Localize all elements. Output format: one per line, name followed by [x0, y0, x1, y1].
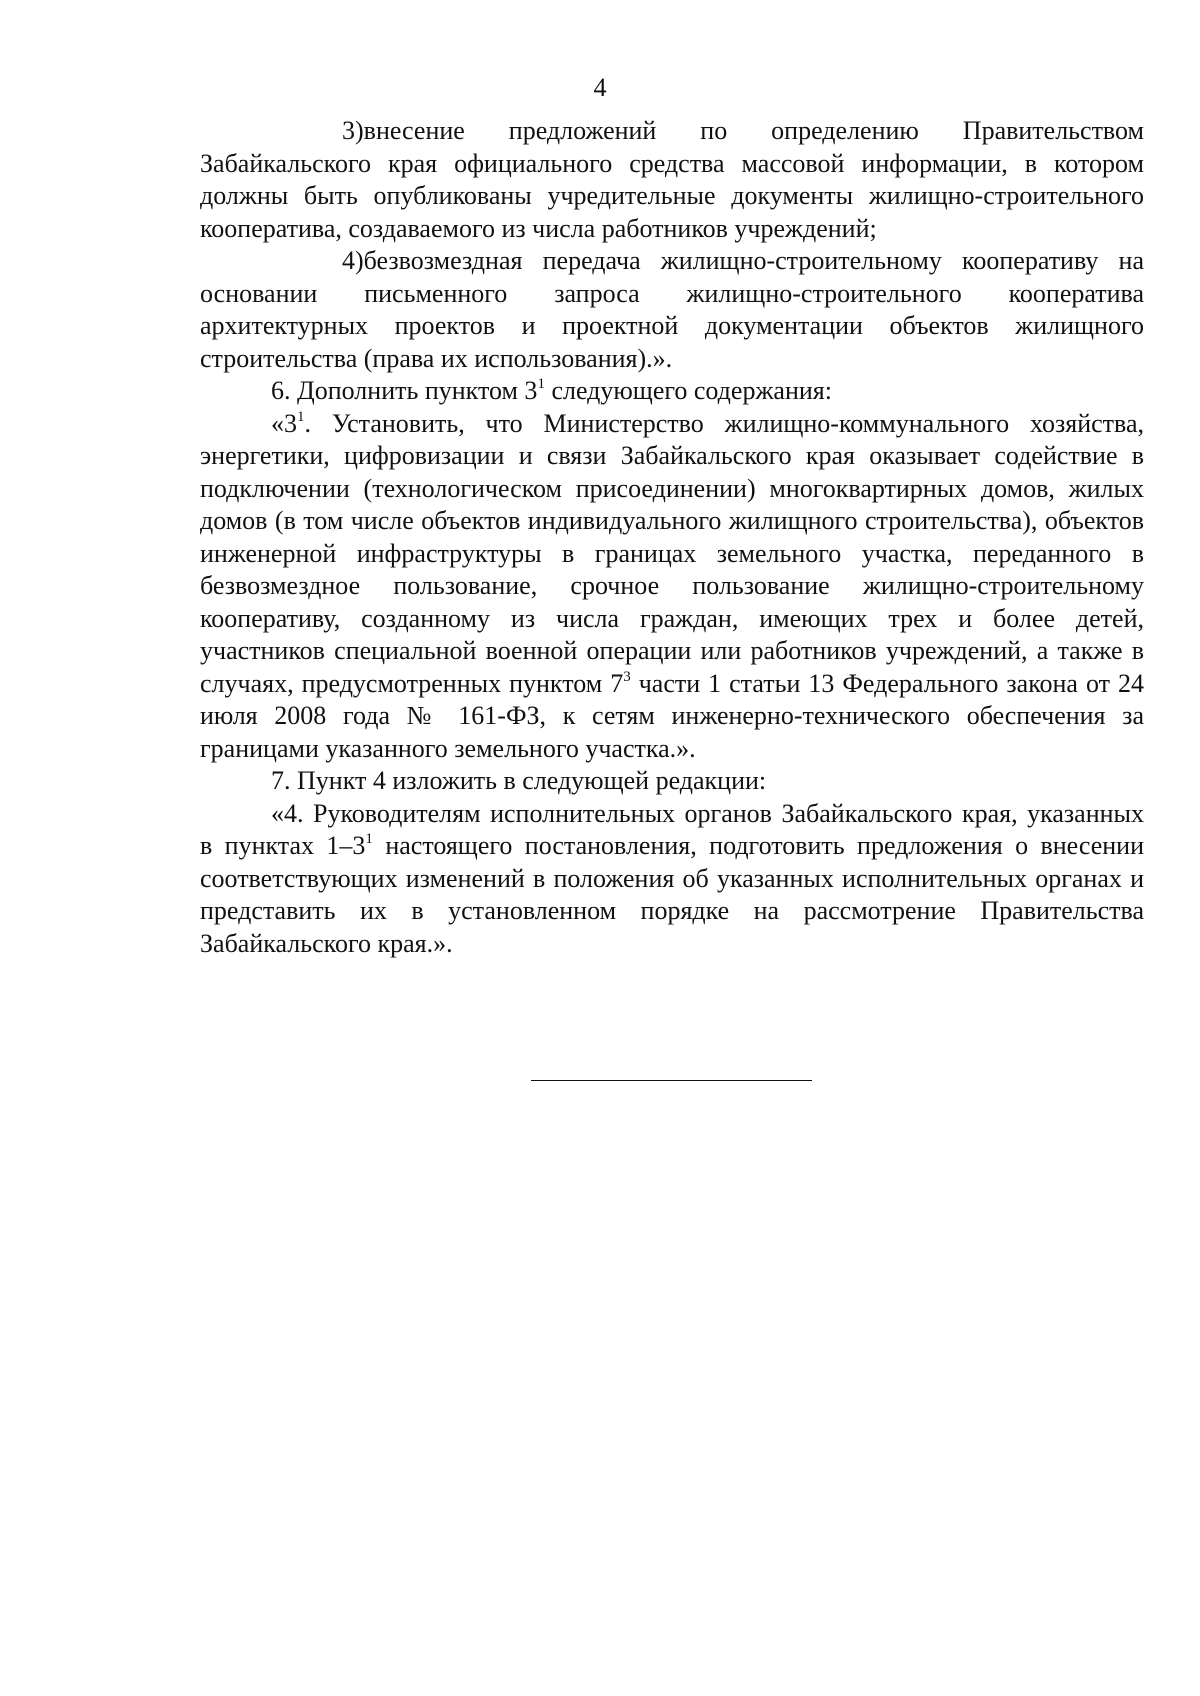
superscript: 1 — [365, 831, 373, 847]
superscript: 3 — [623, 668, 631, 685]
item-text: внесение предложений по определению Правительством Забайкальского края официального средства массовой информации, в котором должны быть опубликованы учредительные документы жилищно-строительного кооператива, создаваемого из числа работников учреждений; — [200, 116, 1144, 243]
paragraph-item-4 — [200, 245, 1144, 375]
page-number: 4 — [593, 73, 607, 102]
item-number: 4) — [342, 246, 364, 275]
text-segment: «3 — [271, 408, 297, 438]
text-segment: 7. Пункт 4 изложить в следующей редакции: — [271, 766, 767, 795]
paragraph-item-3 — [200, 115, 1144, 245]
document-body — [200, 115, 1144, 960]
text-segment: 6. Дополнить пунктом 3 — [271, 376, 538, 405]
superscript: 1 — [297, 408, 305, 425]
superscript: 1 — [537, 376, 545, 392]
text-segment: части 1 статьи 13 Федерального закона от 24 июля 2008 года № 161-ФЗ, к сетям инженерно-технического обеспечения за границами указанного земельного участка.». — [200, 668, 1144, 763]
paragraph-clause-3-1 — [200, 408, 1144, 766]
text-segment: . Установить, что Министерство жилищно-коммунального хозяйства, энергетики, цифровизации и связи Забайкальского края оказывает содействие в подключении (технологическом присоединении) многоквартирных домов, жилых домов (в том числе объектов индивидуального жилищного строительства), объектов инженерной инфраструктуры в границах земельного участка, переданного в безвозмездное пользование, срочное пользование жилищно-строительному кооперативу, созданному из числа граждан, имеющих трех и более детей, участников специальной военной операции или работников учреждений, а также в случаях, предусмотренных пунктом 7 — [200, 408, 1144, 698]
paragraph-amendment-7 — [200, 765, 1144, 798]
item-text: безвозмездная передача жилищно-строительному кооперативу на основании письменного запроса жилищно-строительного кооператива архитектурных проектов и проектной документации объектов жилищного строительства (права их использования).». — [200, 246, 1144, 373]
end-of-document-line — [531, 1080, 812, 1081]
text-segment: настоящего постановления, подготовить предложения о внесении соответствующих изменений в положения об указанных исполнительных органах и представить их в установленном порядке на рассмотрение Правительства Забайкальского края.». — [200, 831, 1144, 958]
paragraph-amendment-6 — [200, 375, 1144, 408]
item-number: 3) — [342, 116, 364, 145]
text-segment: следующего содержания: — [544, 376, 832, 405]
text-segment: «4. Руководителям исполнительных органов Забайкальского края, указанных в пунктах 1–3 — [200, 798, 1144, 860]
paragraph-clause-4 — [200, 798, 1144, 961]
